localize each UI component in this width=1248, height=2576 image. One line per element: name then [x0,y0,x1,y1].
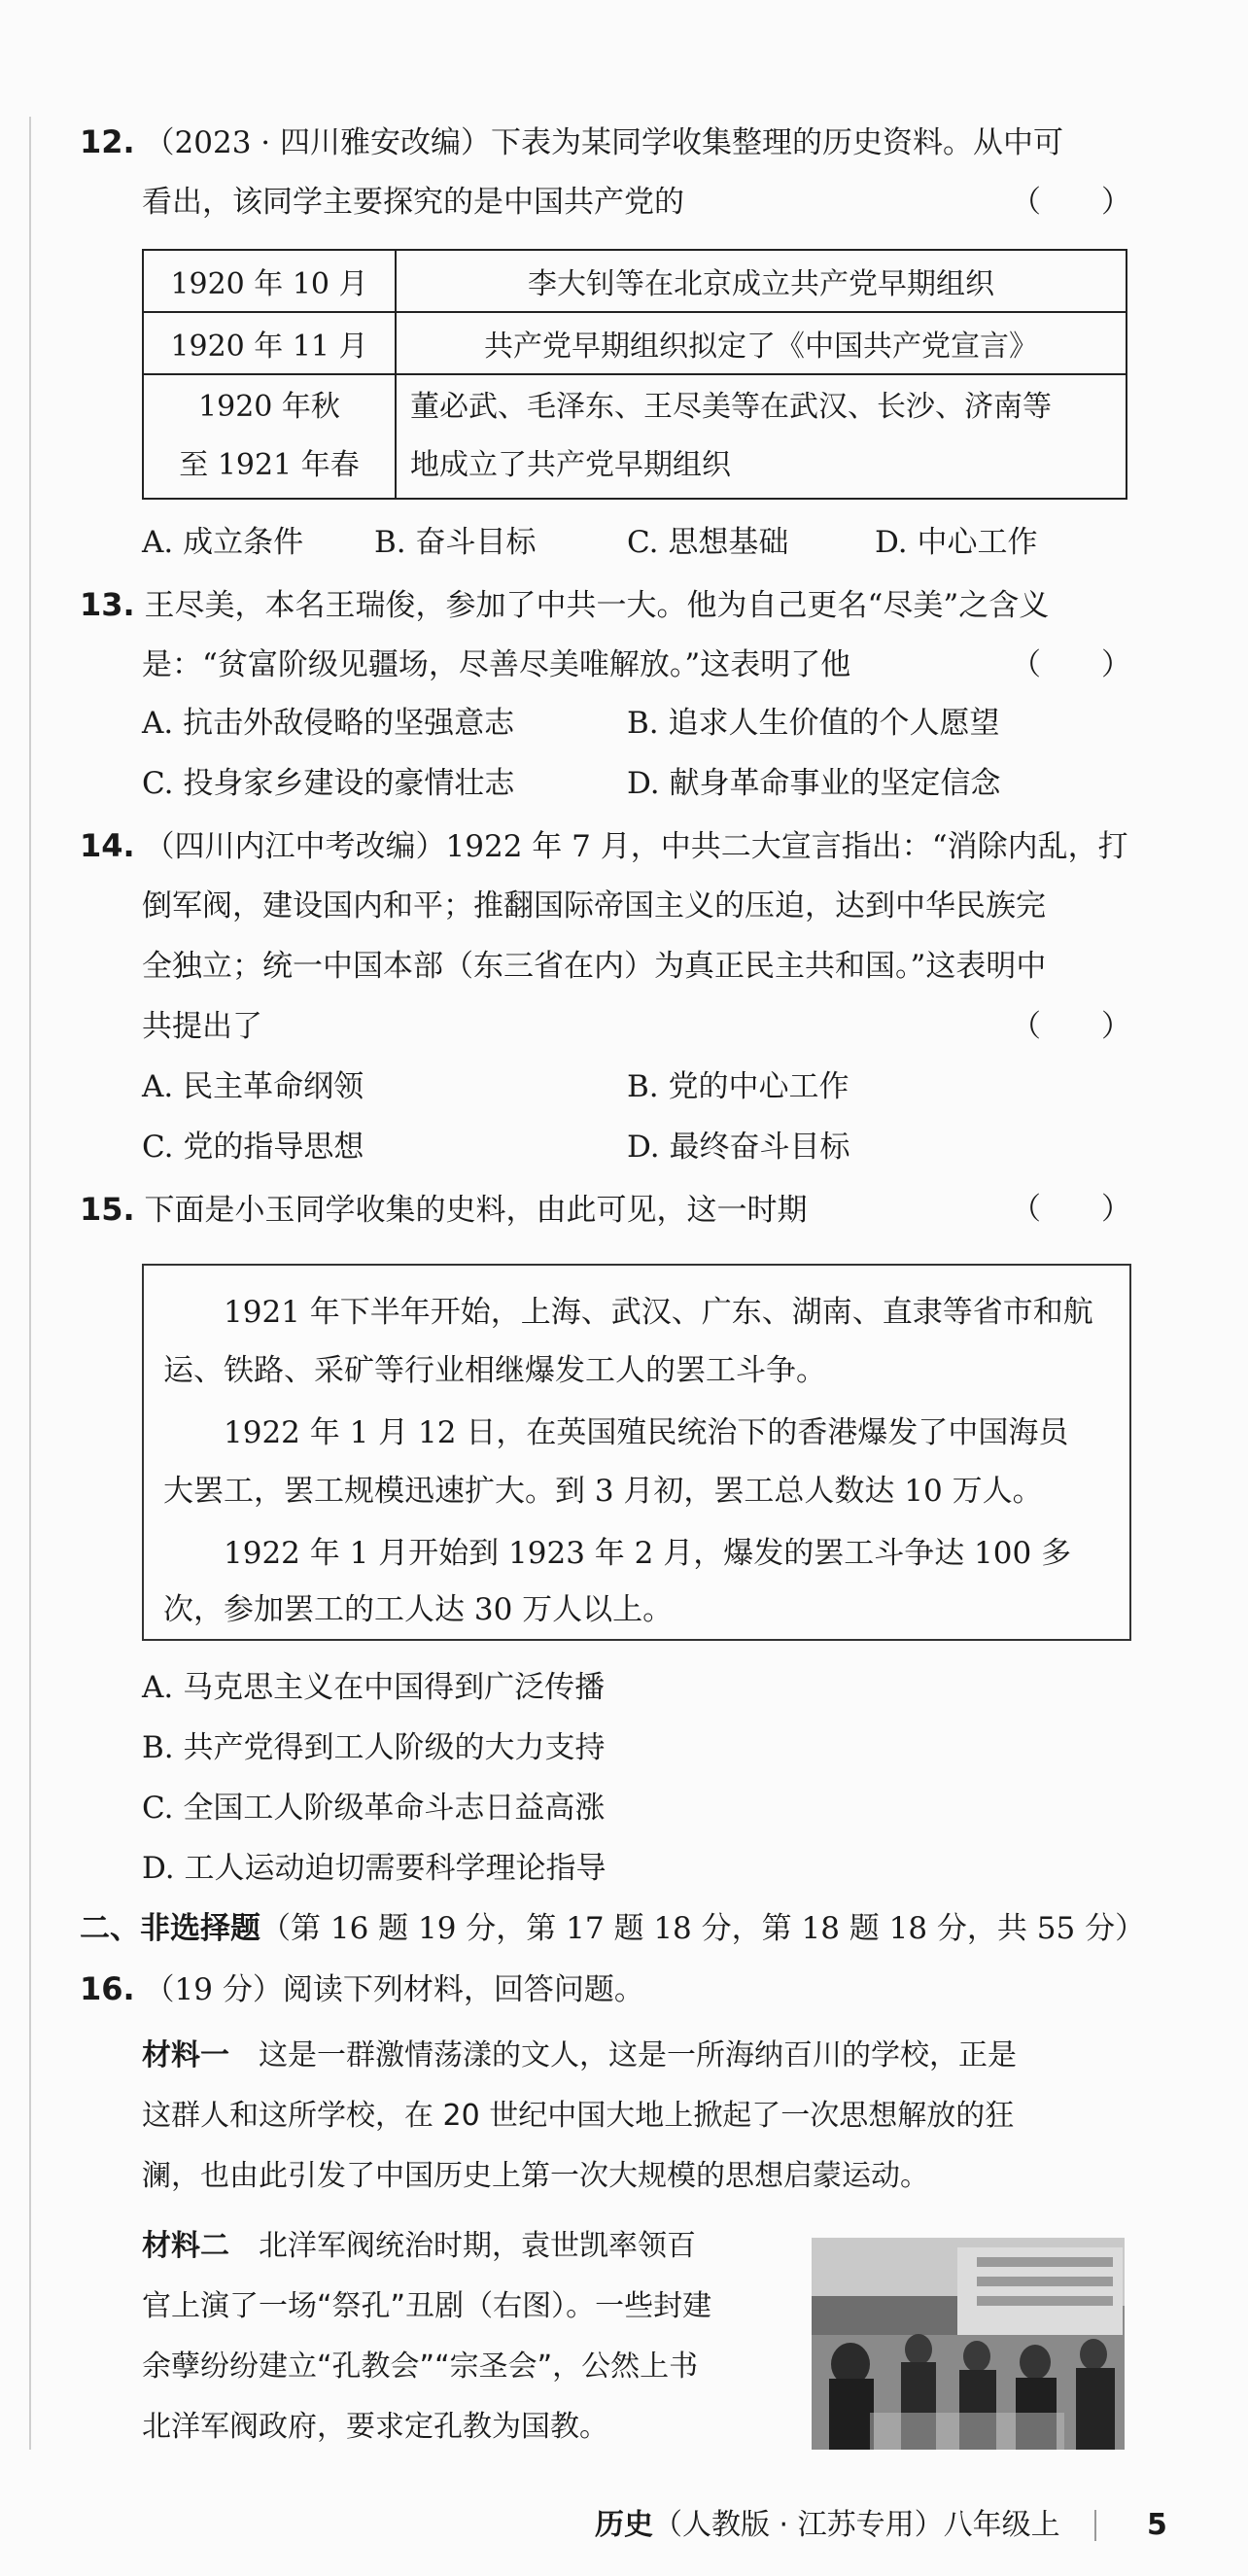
table-row [143,374,1127,499]
material1-text1: 这是一群激情荡漾的文人，这是一所海纳百川的学校，正是 [259,2038,1017,2072]
q12-text1: （2023 · 四川雅安改编）下表为某同学收集整理的历史资料。从中可 [144,125,1063,160]
q14-text2: 倒军阀，建设国内和平；推翻国际帝国主义的压迫，达到中华民族完 [142,888,1046,923]
q15-source-box [142,1264,1131,1641]
q16-line1 [80,1969,644,2009]
q13-answer-paren: （ ） [1011,647,1131,682]
material2-text1: 北洋军阀统治时期，袁世凯率领百 [259,2229,696,2263]
q13-option-d[interactable]: D. 献身革命事业的坚定信念 [627,766,1001,801]
q12-option-c[interactable]: C. 思想基础 [627,525,789,560]
q14-number: 14. [80,827,135,864]
q13-text2: 是：“贫富阶级见疆场，尽善尽美唯解放。”这表明了他 [142,647,851,682]
section-title: 二、非选择题 [80,1911,260,1946]
table-cell-event: 共产党早期组织拟定了《中国共产党宣言》 [396,312,1127,374]
q15-number: 15. [80,1191,135,1228]
source-p2-line1: 1922 年 1 月 12 日，在英国殖民统治下的香港爆发了中国海员 [224,1415,1069,1450]
q14-answer-paren: （ ） [1011,1009,1131,1044]
q15-option-d[interactable]: D. 工人运动迫切需要科学理论指导 [142,1851,607,1886]
section-heading [80,1909,1145,1948]
q12-line1 [80,122,1063,162]
q14-line1 [80,826,1128,866]
table-cell-time: 1920 年 11 月 [143,312,396,374]
q12-option-a[interactable]: A. 成立条件 [142,525,304,560]
q13-line1 [80,585,1049,625]
material2-label: 材料二 [142,2229,229,2263]
q14-option-d[interactable]: D. 最终奋斗目标 [627,1130,850,1165]
footer-subject: 历史 [595,2508,653,2542]
material1-line3: 澜，也由此引发了中国历史上第一次大规模的思想启蒙运动。 [142,2159,929,2193]
q14-option-b[interactable]: B. 党的中心工作 [627,1069,849,1104]
source-p3-line1: 1922 年 1 月开始到 1923 年 2 月，爆发的罢工斗争达 100 多 [224,1536,1072,1571]
q15-answer-paren: （ ） [1011,1192,1131,1227]
table-row [143,312,1127,374]
q15-text1: 下面是小玉同学收集的史料，由此可见，这一时期 [144,1193,808,1228]
q13-option-c[interactable]: C. 投身家乡建设的豪情壮志 [142,766,515,801]
q15-option-c[interactable]: C. 全国工人阶级革命斗志日益高涨 [142,1791,606,1826]
material2-line2: 官上演了一场“祭孔”丑剧（右图）。一些封建 [142,2289,712,2323]
table-cell-event-line2: 地成立了共产党早期组织 [410,448,731,482]
source-p1-line2: 运、铁路、采矿等行业相继爆发工人的罢工斗争。 [163,1353,826,1388]
q12-answer-paren: （ ） [1011,185,1131,220]
q13-option-a[interactable]: A. 抗击外敌侵略的坚强意志 [142,706,515,741]
material2-line4: 北洋军阀政府，要求定孔教为国教。 [142,2410,608,2444]
source-p2-line2: 大罢工，罢工规模迅速扩大。到 3 月初，罢工总人数达 10 万人。 [163,1474,1043,1509]
q13-option-b[interactable]: B. 追求人生价值的个人愿望 [627,706,1000,741]
q15-option-b[interactable]: B. 共产党得到工人阶级的大力支持 [142,1730,606,1765]
photo-illustration [812,2238,1125,2450]
footer-text [595,2506,1060,2545]
q14-option-a[interactable]: A. 民主革命纲领 [142,1069,364,1104]
table-cell-time [143,374,396,499]
q16-text1: （19 分）阅读下列材料，回答问题。 [144,1972,644,2007]
source-p3-line2: 次，参加罢工的工人达 30 万人以上。 [163,1592,674,1627]
material2-line1 [142,2216,696,2277]
section-detail: （第 16 题 19 分，第 17 题 18 分，第 18 题 18 分，共 55 分） [260,1911,1146,1946]
margin-line [29,117,31,2450]
page-number: 5 [1147,2508,1167,2542]
material2-line3: 余孽纷纷建立“孔教会”“宗圣会”，公然上书 [142,2350,699,2384]
q13-number: 13. [80,586,135,623]
q12-option-d[interactable]: D. 中心工作 [875,525,1038,560]
table-cell-event-line1: 董必武、毛泽东、王尽美等在武汉、长沙、济南等 [410,390,1052,424]
table-cell-event [396,374,1127,499]
table-cell-time-line1: 1920 年秋 [198,390,340,424]
q14-text1: （四川内江中考改编）1922 年 7 月，中共二大宣言指出：“消除内乱，打 [144,829,1128,864]
table-row [143,250,1127,312]
q13-text1: 王尽美，本名王瑞俊，参加了中共一大。他为自己更名“尽美”之含义 [144,588,1050,623]
q14-text4: 共提出了 [142,1009,262,1044]
q12-text2: 看出，该同学主要探究的是中国共产党的 [142,185,684,220]
table-cell-time: 1920 年 10 月 [143,250,396,312]
q12-option-b[interactable]: B. 奋斗目标 [374,525,537,560]
source-p1-line1: 1921 年下半年开始，上海、武汉、广东、湖南、直隶等省市和航 [224,1295,1093,1330]
material1-line2: 这群人和这所学校，在 20 世纪中国大地上掀起了一次思想解放的狂 [142,2099,1015,2133]
q12-number: 12. [80,123,135,160]
footer-edition: （人教版 · 江苏专用）八年级上 [653,2508,1060,2542]
footer-divider [1094,2510,1096,2541]
q14-text3: 全独立；统一中国本部（东三省在内）为真正民主共和国。”这表明中 [142,949,1047,984]
q15-option-a[interactable]: A. 马克思主义在中国得到广泛传播 [142,1670,606,1705]
material1-line1 [142,2026,1017,2086]
table-cell-event: 李大钊等在北京成立共产党早期组织 [396,250,1127,312]
q15-line1 [80,1190,808,1230]
q12-table [142,249,1127,500]
material1-label: 材料一 [142,2038,229,2072]
historical-photo [812,2238,1125,2450]
table-cell-time-line2: 至 1921 年春 [179,448,360,482]
q16-number: 16. [80,1970,135,2007]
q14-option-c[interactable]: C. 党的指导思想 [142,1130,364,1165]
